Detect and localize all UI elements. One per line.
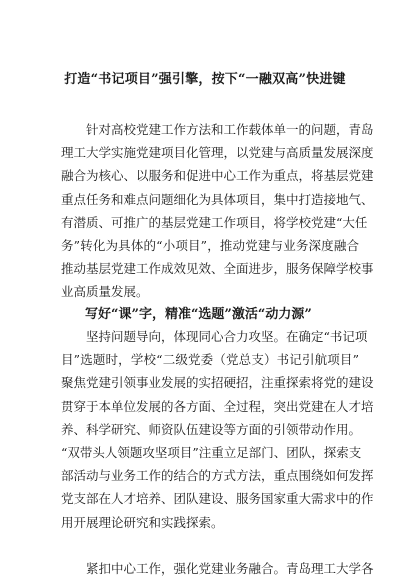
paragraph-line: 贯穿于本单位发展的各方面、全过程，突出党建在人才培 — [61, 398, 374, 414]
paragraph-line: 紧扣中心工作，强化党建业务融合。青岛理工大学各 — [61, 561, 374, 576]
final-paragraph — [61, 557, 374, 580]
paragraph-line: 重点任务和难点问题细化为具体项目，集中打造接地气、 — [61, 191, 374, 207]
paragraph-line: “双带头人领题攻坚项目”注重立足部门、团队，探索支 — [61, 444, 362, 460]
paragraph-line: 理工大学实施党建项目化管理，以党建与高质量发展深度 — [61, 145, 374, 161]
paragraph-line: 融合为核心、以服务和促进中心工作为重点，将基层党建 — [61, 168, 374, 184]
section-heading: 写好“课”字，精准“选题”激活“动力源” — [85, 307, 312, 322]
paragraph-line: 养、科学研究、师资队伍建设等方面的引领带动作用。 — [61, 421, 362, 437]
section-paragraph — [61, 325, 374, 534]
paragraph-line: 务”转化为具体的“小项目”，推动党建与业务深度融合 — [61, 237, 359, 253]
paragraph-line: 目”选题时，学校“二级党委（党总支）书记引航项目” — [61, 352, 359, 368]
paragraph-line: 业高质量发展。 — [61, 284, 149, 300]
paragraph-line: 坚持问题导向，体现同心合力攻坚。在确定“书记项 — [61, 329, 368, 344]
paragraph-line: 推动基层党建工作成效见效、全面进步，服务保障学校事 — [61, 261, 374, 277]
paragraph-line: 针对高校党建工作方法和工作载体单一的问题，青岛 — [61, 122, 374, 137]
paragraph-line: 党支部在人才培养、团队建设、服务国家重大需求中的作 — [61, 491, 374, 507]
paragraph-line: 聚焦党建引领事业发展的实招硬招，注重探索将党的建设 — [61, 375, 374, 391]
paragraph-line: 有潜质、可推广的基层党建工作项目，将学校党建“大任 — [61, 214, 368, 230]
intro-paragraph — [61, 118, 374, 304]
document-title: 打造“书记项目”强引擎，按下“一融双高”快进键 — [64, 72, 346, 87]
paragraph-line: 部活动与业务工作的结合的方式方法，重点围绕如何发挥 — [61, 468, 374, 484]
paragraph-line: 用开展理论研究和实践探索。 — [61, 514, 224, 530]
